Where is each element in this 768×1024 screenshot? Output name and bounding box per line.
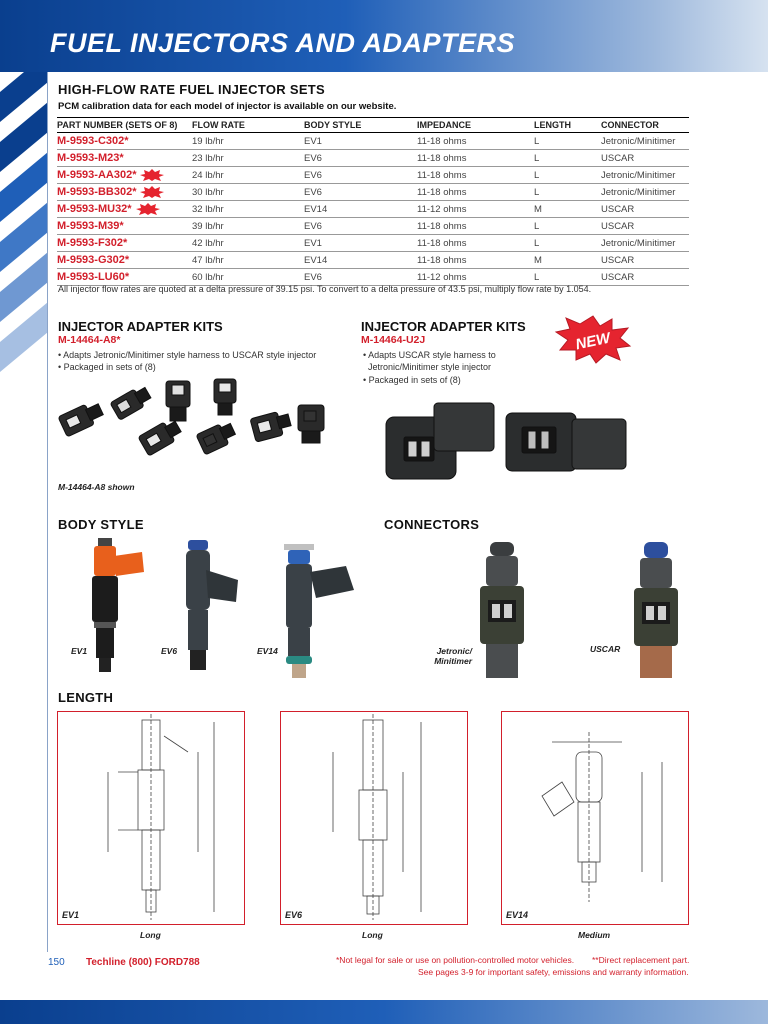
kit2-title: INJECTOR ADAPTER KITS: [361, 319, 526, 334]
cell-flow-rate: 39 lb/hr: [192, 218, 304, 235]
new-badge-text: NEW: [574, 329, 612, 354]
kit1-part-number: M-14464-A8*: [58, 334, 121, 346]
body-style-label-ev6: EV6: [161, 646, 178, 656]
cell-part-number: [57, 167, 192, 184]
table-row: [57, 235, 689, 252]
page-title: FUEL INJECTORS AND ADAPTERS: [50, 28, 516, 58]
cell-connector: Jetronic/Minitimer: [601, 184, 689, 201]
flow-rate-note: All injector flow rates are quoted at a delta pressure of 39.15 psi. To convert to a delta pressure of 43.5 psi, multiply flow rate by 1.054.: [58, 284, 592, 294]
cell-flow-rate: 60 lb/hr: [192, 269, 304, 286]
cell-impedance: 11-18 ohms: [417, 133, 534, 150]
part-number-text: M-9593-AA302*: [57, 168, 137, 181]
cell-connector: Jetronic/Minitimer: [601, 235, 689, 252]
cell-connector: USCAR: [601, 218, 689, 235]
cell-body-style: EV14: [304, 252, 417, 269]
cell-impedance: 11-12 ohms: [417, 201, 534, 218]
jetronic-connector-image: [476, 540, 536, 680]
cell-connector: USCAR: [601, 252, 689, 269]
part-number-text: M-9593-C302*: [57, 135, 129, 147]
table-row: [57, 133, 689, 150]
length-label-ev14: EV14: [506, 910, 529, 920]
cell-length: M: [534, 252, 601, 269]
cell-body-style: EV6: [304, 150, 417, 167]
kit2-adapter-photo: [382, 395, 632, 490]
cell-impedance: 11-18 ohms: [417, 184, 534, 201]
kit1-bullet-2: • Packaged in sets of (8): [58, 362, 156, 372]
part-number-text: M-9593-M23*: [57, 152, 124, 164]
cell-length: L: [534, 167, 601, 184]
table-row: [57, 252, 689, 269]
decorative-stripes: [0, 72, 48, 402]
body-style-heading: BODY STYLE: [58, 517, 144, 532]
kit1-photo-caption: M-14464-A8 shown: [58, 482, 135, 492]
cell-impedance: 11-12 ohms: [417, 269, 534, 286]
cell-part-number: [57, 150, 192, 167]
cell-part-number: [57, 252, 192, 269]
cell-connector: USCAR: [601, 150, 689, 167]
table-row: [57, 184, 689, 201]
cell-impedance: 11-18 ohms: [417, 252, 534, 269]
cell-length: L: [534, 235, 601, 252]
cell-body-style: EV1: [304, 235, 417, 252]
table-row: [57, 218, 689, 235]
ev14-dimension-drawing: [502, 712, 688, 924]
cell-body-style: EV6: [304, 167, 417, 184]
kit1-adapter-photo: [54, 375, 344, 475]
table-header-row: [57, 118, 689, 133]
cell-length: L: [534, 150, 601, 167]
part-number-text: M-9593-MU32*: [57, 202, 132, 215]
cell-part-number: [57, 201, 192, 218]
cell-flow-rate: 32 lb/hr: [192, 201, 304, 218]
ev14-injector-image: [276, 540, 356, 680]
cell-impedance: 11-18 ohms: [417, 218, 534, 235]
kit1-bullet-1-text: Adapts Jetronic/Minitimer style harness to USCAR style injector: [63, 350, 317, 360]
cell-flow-rate: 47 lb/hr: [192, 252, 304, 269]
cell-impedance: 11-18 ohms: [417, 235, 534, 252]
part-number-text: M-9593-F302*: [57, 237, 128, 249]
col-length: LENGTH: [534, 118, 601, 133]
cell-flow-rate: 42 lb/hr: [192, 235, 304, 252]
new-starburst-icon: [140, 186, 164, 198]
cell-connector: Jetronic/Minitimer: [601, 167, 689, 184]
injector-sets-table: [57, 117, 689, 286]
ev6-injector-image: [180, 540, 250, 672]
col-body-style: BODY STYLE: [304, 118, 417, 133]
length-heading: LENGTH: [58, 690, 114, 705]
cell-impedance: 11-18 ohms: [417, 150, 534, 167]
cell-flow-rate: 19 lb/hr: [192, 133, 304, 150]
cell-connector: USCAR: [601, 201, 689, 218]
cell-length: L: [534, 184, 601, 201]
part-number-text: M-9593-BB302*: [57, 185, 137, 198]
cell-length: M: [534, 201, 601, 218]
connector-label-uscar: USCAR: [590, 644, 621, 654]
length-caption-ev14: Medium: [578, 930, 611, 940]
techline-phone: Techline (800) FORD788: [86, 957, 200, 968]
footer-bar: [0, 1000, 768, 1024]
kit1-title: INJECTOR ADAPTER KITS: [58, 319, 223, 334]
table-body: [57, 133, 689, 286]
table-row: [57, 150, 689, 167]
length-label-ev1: EV1: [62, 910, 80, 920]
length-label-ev6: EV6: [285, 910, 303, 920]
ev1-dimension-drawing: [58, 712, 244, 924]
footer-disclaimer-3: See pages 3-9 for important safety, emissions and warranty information.: [418, 967, 689, 977]
kit2-bullet-2: • Packaged in sets of (8): [363, 375, 461, 385]
part-number-text: M-9593-LU60*: [57, 271, 130, 283]
kit2-bullet-1a: Adapts USCAR style harness to: [368, 350, 496, 360]
cell-length: L: [534, 133, 601, 150]
cell-impedance: 11-18 ohms: [417, 167, 534, 184]
uscar-connector-image: [630, 540, 690, 680]
cell-body-style: EV6: [304, 269, 417, 286]
sidebar-rule: [47, 72, 48, 952]
connectors-heading: CONNECTORS: [384, 517, 480, 532]
cell-part-number: [57, 235, 192, 252]
new-starburst-icon: [136, 203, 160, 215]
length-panel-ev14: [501, 711, 689, 925]
title-banner: [0, 0, 768, 72]
cell-connector: USCAR: [601, 269, 689, 286]
cell-part-number: [57, 218, 192, 235]
page-number: 150: [48, 957, 65, 968]
cell-length: L: [534, 269, 601, 286]
footer-disclaimer-1: *Not legal for sale or use on pollution-controlled motor vehicles.: [336, 955, 575, 965]
sets-subheading: PCM calibration data for each model of injector is available on our website.: [58, 101, 397, 112]
cell-length: L: [534, 218, 601, 235]
col-impedance: IMPEDANCE: [417, 118, 534, 133]
kit2-bullet-2-text: Packaged in sets of (8): [368, 375, 461, 385]
cell-part-number: [57, 184, 192, 201]
new-starburst-icon: [140, 169, 164, 181]
footer-disclaimer-2: **Direct replacement part.: [592, 955, 690, 965]
length-panel-ev1: [57, 711, 245, 925]
cell-body-style: EV6: [304, 184, 417, 201]
connector-label-jetronic: [434, 646, 472, 666]
kit1-bullet-2-text: Packaged in sets of (8): [63, 362, 156, 372]
part-number-text: M-9593-M39*: [57, 220, 124, 232]
cell-part-number: [57, 269, 192, 286]
cell-flow-rate: 30 lb/hr: [192, 184, 304, 201]
table-row: [57, 269, 689, 286]
connector-label-jetronic-1: Jetronic/: [436, 646, 472, 656]
cell-connector: Jetronic/Minitimer: [601, 133, 689, 150]
col-connector: CONNECTOR: [601, 118, 689, 133]
part-number-text: M-9593-G302*: [57, 254, 130, 266]
sets-heading: HIGH-FLOW RATE FUEL INJECTOR SETS: [58, 82, 326, 97]
length-caption-ev1: Long: [140, 930, 161, 940]
table-row: [57, 201, 689, 218]
cell-body-style: EV14: [304, 201, 417, 218]
kit2-part-number: M-14464-U2J: [361, 334, 426, 346]
new-badge: [554, 314, 632, 364]
table-row: [57, 167, 689, 184]
col-part-number: PART NUMBER (SETS OF 8): [57, 118, 192, 133]
cell-flow-rate: 23 lb/hr: [192, 150, 304, 167]
cell-flow-rate: 24 lb/hr: [192, 167, 304, 184]
connector-label-jetronic-2: Minitimer: [434, 656, 472, 666]
ev1-injector-image: [84, 536, 154, 676]
length-caption-ev6: Long: [362, 930, 383, 940]
cell-body-style: EV1: [304, 133, 417, 150]
kit2-bullet-1b: Jetronic/Minitimer style injector: [368, 362, 492, 372]
cell-part-number: [57, 133, 192, 150]
col-flow-rate: FLOW RATE: [192, 118, 304, 133]
kit2-bullet-1: • Adapts USCAR style harness to Jetronic/Minitimer style injector: [363, 350, 496, 372]
body-style-label-ev1: EV1: [71, 646, 88, 656]
length-panel-ev6: [280, 711, 468, 925]
kit1-bullet-1: • Adapts Jetronic/Minitimer style harness to USCAR style injector: [58, 350, 317, 360]
body-style-label-ev14: EV14: [257, 646, 278, 656]
ev6-dimension-drawing: [281, 712, 467, 924]
cell-body-style: EV6: [304, 218, 417, 235]
